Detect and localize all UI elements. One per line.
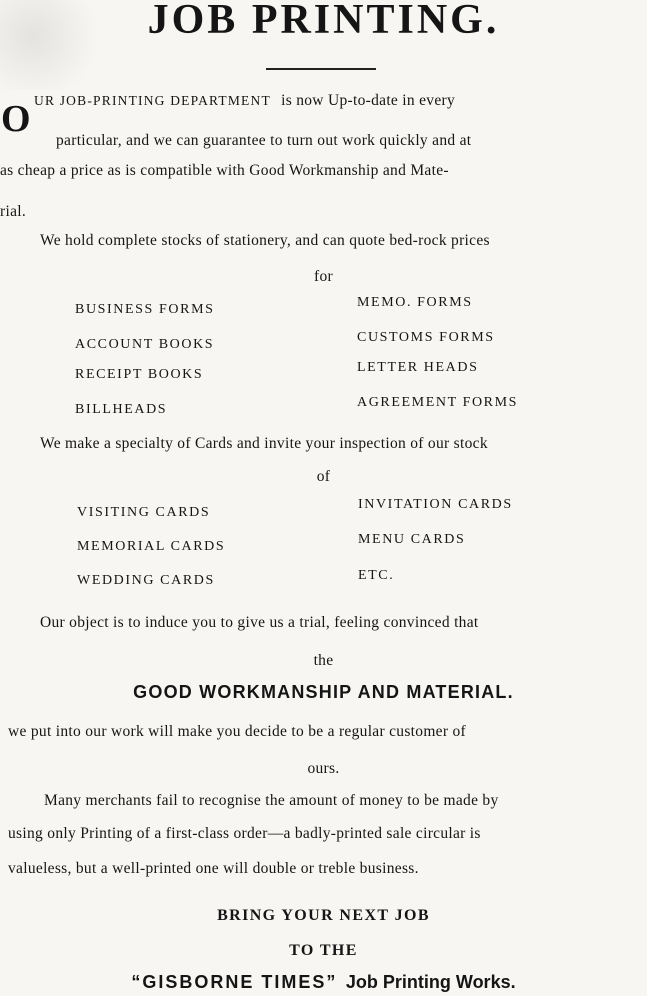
card-item-left-3: WEDDING CARDS [77, 573, 215, 588]
stock-item-left-2: ACCOUNT BOOKS [75, 337, 215, 352]
workmanship-headline: GOOD WORKMANSHIP AND MATERIAL. [133, 682, 514, 702]
closing-line-2: TO THE [289, 942, 358, 959]
works-label: Job Printing Works. [345, 972, 516, 992]
intro-line-2: particular, and we can guarantee to turn out work quickly and at [56, 132, 472, 149]
stock-item-left-3: RECEIPT BOOKS [75, 367, 204, 382]
intro-line-1-rest: is now Up-to-date in every [281, 92, 456, 109]
object-line-3: we put into our work will make you decide to be a regular customer of [8, 723, 467, 740]
stocks-line-2: for [314, 268, 333, 285]
intro-line-4: rial. [0, 203, 27, 220]
closing-line-1: BRING YOUR NEXT JOB [217, 907, 430, 924]
department-name: UR JOB-PRINTING DEPARTMENT [34, 93, 271, 108]
card-item-left-1: VISITING CARDS [77, 505, 211, 520]
card-item-right-1: INVITATION CARDS [358, 497, 513, 512]
card-item-right-3: ETC. [358, 568, 395, 583]
object-line-4: ours. [307, 760, 340, 777]
merchants-line-1: Many merchants fail to recognise the amount of money to be made by [44, 792, 499, 809]
card-item-right-2: MENU CARDS [358, 532, 466, 547]
intro-line-1 [34, 92, 455, 110]
stock-item-right-2: CUSTOMS FORMS [357, 330, 495, 345]
merchants-line-2: using only Printing of a first-class order—a badly-printed sale circular is [8, 825, 481, 842]
cards-line-2: of [316, 468, 331, 485]
merchants-line-3: valueless, but a well-printed one will double or treble business. [8, 860, 419, 877]
closing-works-line [0, 972, 647, 993]
page-title: JOB PRINTING. [147, 0, 500, 43]
stock-item-right-3: LETTER HEADS [357, 360, 479, 375]
stock-item-left-1: BUSINESS FORMS [75, 302, 215, 317]
cards-line-1: We make a specialty of Cards and invite your inspection of our stock [40, 435, 488, 452]
stocks-line-1: We hold complete stocks of stationery, and can quote bed-rock prices [40, 232, 490, 249]
card-item-left-2: MEMORIAL CARDS [77, 539, 226, 554]
newspaper-name: “GISBORNE TIMES” [131, 972, 338, 992]
stock-item-right-4: AGREEMENT FORMS [357, 395, 519, 410]
intro-line-3: as cheap a price as is compatible with Good Workmanship and Mate- [0, 162, 449, 179]
drop-cap: O [1, 98, 31, 140]
title-divider [266, 68, 376, 70]
object-line-2: the [313, 652, 334, 669]
stock-item-right-1: MEMO. FORMS [357, 295, 473, 310]
stock-item-left-4: BILLHEADS [75, 402, 168, 417]
object-line-1: Our object is to induce you to give us a trial, feeling convinced that [40, 614, 479, 631]
